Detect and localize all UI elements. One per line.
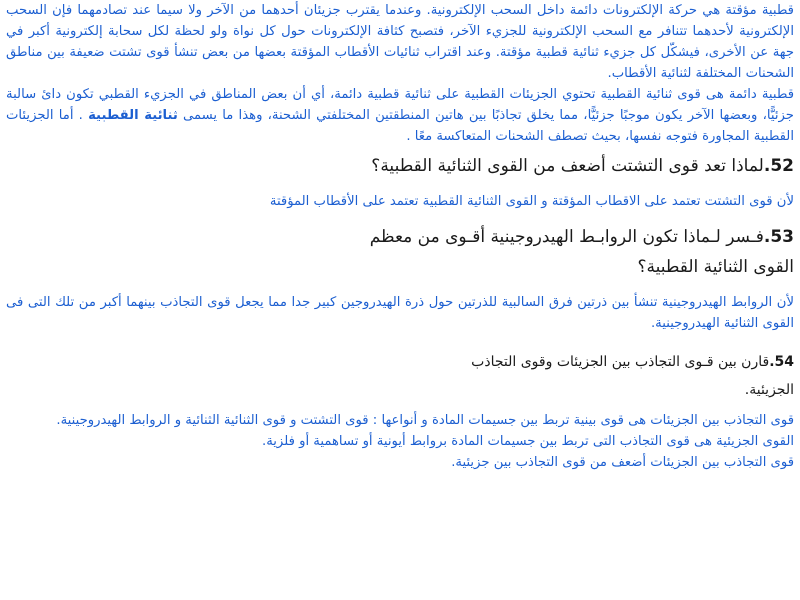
question-54-line2: الجزيئية.	[744, 382, 794, 398]
answer-54-comparison: قوى التجاذب بين الجزيئات أضعف من قوى التجاذب بين جزيئية.	[451, 455, 794, 470]
intro-permanent-polarity	[6, 84, 794, 147]
question-52-number: 52.	[763, 156, 794, 176]
question-54	[6, 348, 794, 404]
answer-54-intramolecular: القوى الجزيئية هى قوى التجاذب التى تربط بين جسيمات المادة بروابط أيونية أو تساهمية أو فلزية.	[262, 434, 794, 449]
question-53-line1: فـسر لـماذا تكون الروابـط الهيدروجينية أقـوى من معظم	[369, 227, 764, 247]
question-52-text: لماذا تعد قوى التشتت أضعف من القوى الثنائية القطبية؟	[371, 156, 764, 176]
question-54-line1: قارن بين قـوى التجاذب بين الجزيئات وقوى التجاذب	[471, 354, 770, 370]
question-53-number: 53.	[763, 227, 794, 247]
answer-54-intermolecular: قوى التجاذب بين الجزيئات هى قوى بينية تربط بين جسيمات المادة و أنواعها : قوى التشتت و قوى الثنائية الثنائية و الروابط الهيدروجينية.	[56, 413, 794, 428]
intro-temporary-polarity: قطبية مؤقتة هي حركة الإلكترونات دائمة داخل السحب الإلكترونية. وعندما يقترب جزيئان أحدهما من الآخر ولا سيما عند تصادمهما فإن السحب الإلكترونية لأحدهما تتنافر مع السحب الإلكترونية للجزيء الآخر، فتصبح كثافة الإلكترونات حول كل نواة ولو لحظة لكل سحابة إلكترونية أكبر في جهة عن الأخرى، فيشكّل كل جزيء ثنائية قطبية مؤقتة. وعند اقتراب ثنائيات الأقطاب المؤقتة بعضها من بعض تنشأ قوى تشتت ضعيفة بين مناطق الشحنات المختلفة لثنائية الأقطاب.	[6, 3, 794, 81]
answer-53: لأن الروابط الهيدروجينية تنشأ بين ذرتين فرق السالبية للذرتين حول ذرة الهيدروجين كبير جدا مما يجعل قوى التجاذب بينهما أكبر من تلك التى فى القوى الثنائية الهيدروجينية.	[6, 295, 794, 331]
question-53	[6, 222, 794, 282]
answer-52: لأن قوى التشتت تعتمد على الاقطاب المؤقتة و القوى الثنائية القطبية تعتمد على الأقطاب المؤقتة	[269, 194, 794, 209]
intro-p2-text: قطبية دائمة هى قوى ثنائية القطبية تحتوي الجزيئات القطبية على ثنائية قطبية دائمة، أي أن بعض المناطق في الجزيء القطبي تكون دائ سالبة جزئيًّا، وبعضها الآخر يكون موجبًا جزئيًّا، مما يخلق تجاذبًا بين هاتين المنطقتين المختلفتي الشحنة، وهذا ما يسمى	[6, 87, 794, 123]
question-52	[6, 151, 794, 181]
intro-p2-end: . أما الجزيئات القطبية المجاورة فتوجه نفسها، بحيث تصطف الشحنات المتعاكسة معًا .	[6, 108, 794, 144]
question-54-number: 54.	[769, 354, 794, 370]
question-53-line2: القوى الثنائية القطبية؟	[637, 257, 794, 277]
term-dipole: ثنائية القطبية	[88, 108, 178, 123]
